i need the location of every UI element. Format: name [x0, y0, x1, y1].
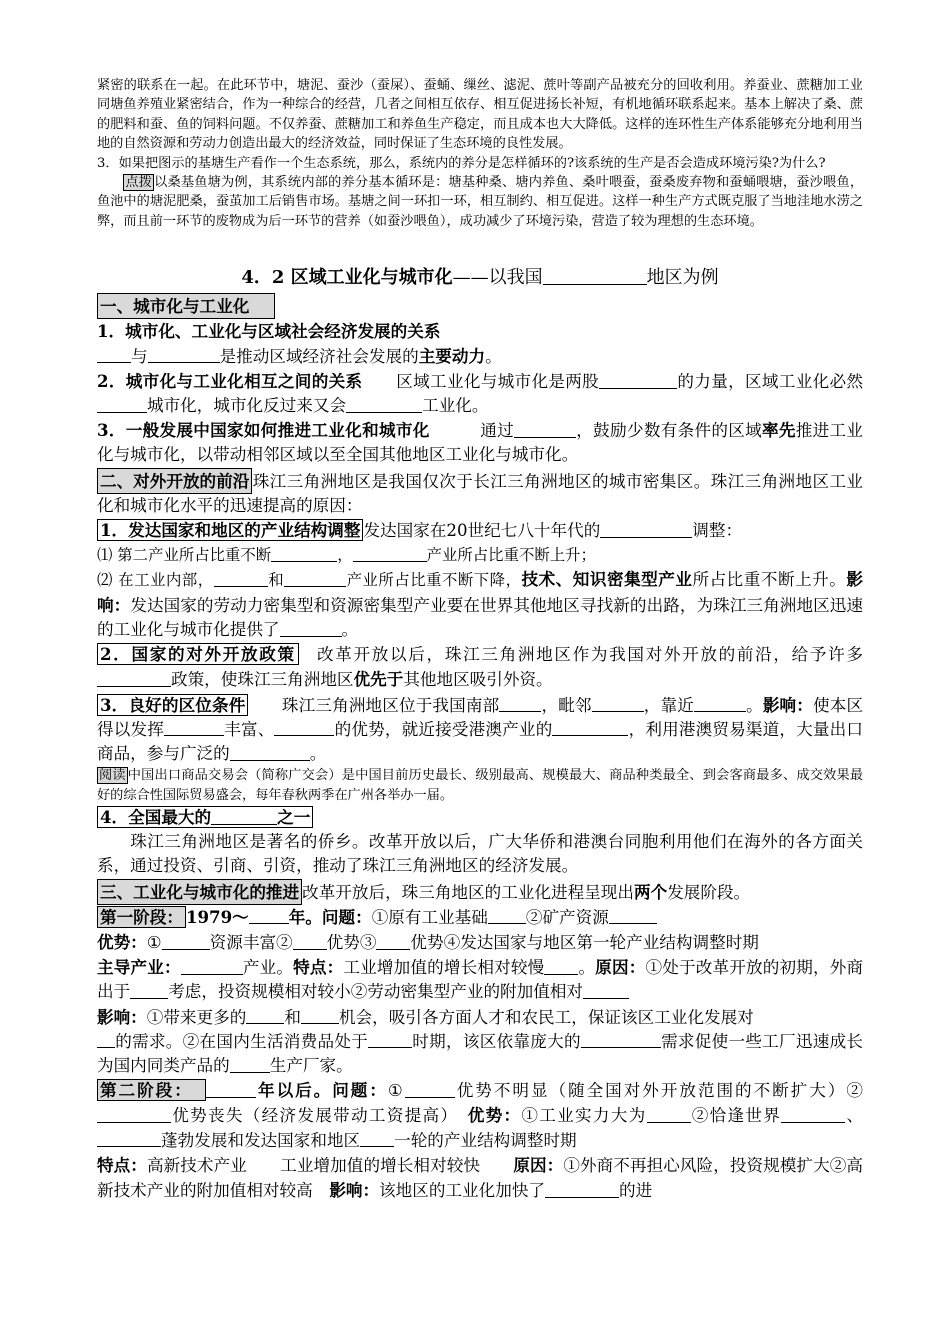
hint-text: 以桑基鱼塘为例，其系统内部的养分基本循环是：塘基种桑、塘内养鱼、桑叶喂蚕，蚕桑废弃物和蚕蛹喂塘，蚕沙喂鱼，鱼池中的塘泥肥桑，蚕茧加工后销售市场。基塘之间一环扣一环，相互制约、相互促进。这样一种生产方式既克服了当地洼地水涝之弊，而且前一环节的废物成为后一环节的营养（如蚕沙喂鱼），成功减少了环境污染，营造了较为理想的生态环境。 [97, 175, 864, 229]
text: 珠江三角洲地区位于我国南部 [281, 695, 500, 715]
blank [592, 695, 644, 713]
text: 第二阶段： [100, 1080, 185, 1101]
blank [148, 346, 220, 364]
factor-2-title: 2．国家的对外开放政策 [97, 643, 299, 665]
text-bold: 特点： [97, 1154, 147, 1175]
blank [301, 1007, 339, 1025]
section-2-header: 二、对外开放的前沿 [97, 468, 252, 494]
text: 之一 [277, 806, 311, 827]
text: 的进 [619, 1180, 653, 1200]
text: 该地区的工业化加快了 [379, 1180, 546, 1200]
text: ，鼓励少数有条件的区域 [576, 421, 763, 441]
s2-intro [97, 468, 863, 518]
s3-phase-1-line-3 [97, 955, 863, 1004]
text: 一轮的产业结构调整时期 [394, 1130, 577, 1150]
question-3: 3．如果把图示的基塘生产看作一个生态系统，那么，系统内的养分是怎样循环的?该系统的生产是否会造成环境污染?为什么? [97, 155, 826, 171]
text-bold: 优势： [467, 1105, 522, 1126]
blank [405, 1080, 455, 1098]
text-bold: 主要动力 [418, 345, 486, 366]
s2-factor-4 [97, 805, 863, 830]
document-page [97, 76, 863, 1203]
text: 改革开放以后，珠江三角洲地区作为我国对外开放的前沿，给予许多 [317, 645, 864, 665]
text: 使本区得以发挥 [97, 695, 864, 739]
section-title [97, 265, 863, 291]
title-rest-before: ——以我国 [452, 267, 543, 289]
blank [600, 520, 692, 538]
blank [781, 1105, 845, 1123]
text: 产业所占比重不断上升； [426, 546, 596, 565]
blank [130, 981, 168, 999]
text: 考虑，投资规模相对较小②劳动密集型产业的附加值相对 [168, 982, 584, 1002]
hint-tag: 点拨 [125, 175, 153, 191]
text: ① [387, 1081, 405, 1101]
blank [543, 266, 647, 285]
text-bold: 技术、知识密集型产业 [521, 569, 693, 590]
text: 。 [578, 958, 596, 978]
text: ①原有工业基础 [371, 907, 488, 927]
blank [181, 957, 243, 975]
text: 的需求。②在国内生活消费品处于 [115, 1031, 369, 1051]
text: 产业。 [242, 958, 294, 978]
blank [280, 619, 342, 637]
text: ，利用港澳贸易渠道，大量出口商品，参与广泛的 [97, 719, 864, 763]
text: 优势丧失（经济发展带动工资提高） [171, 1106, 450, 1126]
text: 高新技术产业 工业增加值的增长相对较快 [146, 1155, 481, 1175]
blank [97, 669, 171, 687]
s3-intro [97, 879, 863, 905]
text: 产业所占比重不断下降， [346, 571, 522, 590]
text-bold: 原因： [513, 1154, 564, 1175]
blank [211, 807, 277, 825]
text: ，靠近 [643, 695, 694, 715]
text-bold: 影响： [97, 1006, 147, 1027]
blank [293, 932, 327, 950]
text: 其他地区吸引外资。 [403, 670, 553, 690]
text-bold: 影响： [97, 569, 863, 615]
blank [581, 1031, 661, 1049]
section-3 [97, 879, 863, 1204]
text: 城市化，城市化反过来又会 [147, 396, 347, 416]
text: 。 [485, 346, 502, 366]
main-content [97, 293, 863, 1203]
text-bold: 优势： [97, 931, 147, 952]
text: ①带来更多的 [146, 1007, 247, 1027]
text-bold: 年以后。问题： [256, 1080, 388, 1101]
blank [346, 395, 422, 413]
blank [552, 719, 628, 737]
blank [97, 1105, 171, 1123]
s1-heading-2: 2．城市化与工业化相互之间的关系 [97, 370, 363, 391]
blank [499, 695, 541, 713]
text: ①工业实力大为 [521, 1106, 647, 1126]
text: 和 [284, 1007, 301, 1027]
blank [97, 1031, 115, 1049]
blank [274, 719, 334, 737]
section-1 [97, 293, 863, 467]
text-bold: 1979～ [185, 906, 249, 927]
text: 调整： [692, 521, 743, 541]
blank [609, 907, 657, 925]
text: 和 [267, 571, 285, 590]
blank [514, 420, 576, 438]
text: ①外商不再担心风险，投资规模扩大②高新技术产业的附加值相对较高 [97, 1155, 864, 1200]
blank [599, 371, 677, 389]
blank [368, 1031, 412, 1049]
blank [360, 1130, 394, 1148]
text: 通过 [480, 421, 515, 441]
text: 是推动区域经济社会发展的 [219, 346, 419, 366]
text: 与 [131, 346, 148, 366]
blank [249, 907, 289, 925]
text-bold: 原因： [595, 957, 646, 978]
s3-phase-1-line-1 [97, 905, 863, 930]
text: 。 [745, 695, 763, 715]
s3-phase-2-line-1 [97, 1078, 863, 1153]
title-rest-after: 地区为例 [646, 267, 719, 289]
text: 蓬勃发展和发达国家和地区 [161, 1130, 361, 1150]
blank [353, 545, 427, 561]
s2-factor-1-line-2 [97, 567, 863, 642]
text-bold: 影响： [762, 694, 813, 715]
text: ① [146, 932, 162, 952]
s1-heading-3: 3．一般发展中国家如何推进工业化和城市化 [97, 420, 430, 441]
blank [376, 932, 410, 950]
blank [230, 743, 310, 761]
text: 发达国家在20世纪七八十年代的 [363, 521, 601, 541]
text: 。 [309, 743, 327, 763]
text: 政策，使珠江三角洲地区 [171, 670, 354, 690]
text: 区域工业化与城市化是两股 [396, 371, 600, 391]
blank [206, 1080, 256, 1098]
text: 优势不明显（随全国对外开放范围的不断扩大）② [454, 1081, 863, 1101]
text: 、 [845, 1106, 864, 1126]
factor-3-title: 3．良好的区位条件 [97, 694, 248, 716]
s3-phase-1-line-4 [97, 1005, 863, 1030]
text: ， [337, 546, 353, 565]
text: 改革开放后，珠三角地区的工业化进程呈现出 [302, 882, 634, 902]
text: 的优势，就近接受港澳产业的 [334, 719, 553, 739]
s2-factor-1-line-1 [97, 543, 863, 567]
text: 生产厂家。 [269, 1055, 353, 1075]
text: ⑵ 在工业内部， [97, 571, 214, 590]
text: 资源丰富② [209, 932, 293, 952]
text-bold: 两个 [634, 881, 668, 902]
text-bold: 优先于 [353, 669, 404, 690]
text: ，毗邻 [541, 695, 592, 715]
text-bold: 年。问题： [288, 906, 372, 927]
text: ②矿产资源 [525, 907, 609, 927]
blank [97, 1130, 161, 1148]
s2-factor-2 [97, 642, 863, 692]
text: 4．全国最大的 [100, 806, 212, 827]
s3-phase-1-line-5 [97, 1030, 863, 1078]
text: 。 [341, 619, 359, 639]
blank [246, 1007, 284, 1025]
text: 机会，吸引各方面人才和农民工，保证该区工业化发展对 [338, 1007, 754, 1027]
s2-factor-1 [97, 518, 863, 543]
text: ⑴ 第二产业所占比重不断 [97, 546, 272, 565]
blank [583, 981, 629, 999]
text: 丰富、 [224, 719, 275, 739]
text: 发达国家的劳动力密集型和资源密集型产业要在世界其他地区寻找新的出路，为珠江三角洲地区迅速的工业化与城市化提供了 [97, 595, 864, 639]
s1-line-1 [97, 344, 863, 369]
title-main: 4．2 区域工业化与城市化 [241, 267, 453, 289]
text: 优势③ [326, 932, 377, 952]
intro-paragraph: 紧密的联系在一起。在此环节中，塘泥、蚕沙（蚕屎）、蚕蛹、缫丝、滤泥、蔗叶等副产品被充分的回收利用。养蚕业、蔗糖加工业同塘鱼养殖业紧密结合，作为一种综合的经营，几者之间相互依存、相互促进扬长补短，有机地循环联系起来。基本上解决了桑、蔗的肥料和蚕、鱼的饲料问题。不仅养蚕、蔗糖加工和养鱼生产稳定，而且成本也大大降低。这样的连环性生产体系能够充分地利用当地的自然资源和劳动力创造出最大的经济效益，同时保证了生态环境的良性发展。 [97, 78, 863, 152]
hint-paragraph [97, 173, 863, 231]
blank [544, 957, 578, 975]
text-bold: 影响： [329, 1179, 380, 1200]
text: ①处于改革开放的初期，外商出于 [97, 958, 864, 1002]
text-bold: 率先 [762, 420, 796, 441]
s1-heading-1: 1．城市化、工业化与区域社会经济发展的关系 [97, 321, 441, 342]
s1-line-3 [97, 418, 863, 467]
blank [230, 1055, 270, 1073]
section-3-header: 三、工业化与城市化的推进 [97, 879, 302, 905]
section-1-header: 一、城市化与工业化 [97, 293, 275, 319]
blank [214, 570, 268, 588]
s3-phase-2-line-2 [97, 1153, 863, 1203]
blank [284, 570, 346, 588]
text: 发展阶段。 [667, 882, 751, 902]
blank [488, 907, 526, 925]
text-bold: 特点： [293, 957, 344, 978]
blank [647, 1105, 691, 1123]
text: 珠江三角洲地区是我国仅次于长江三角洲地区的城市密集区。珠江三角洲地区工业化和城市化水平的迅速提高的原因： [97, 471, 863, 515]
reading-tag: 阅读 [99, 768, 126, 784]
phase-2-label [97, 1079, 206, 1101]
s2-factor-3 [97, 693, 863, 767]
text: ②恰逢世界 [690, 1106, 782, 1126]
text: 优势④发达国家与地区第一轮产业结构调整时期 [410, 932, 759, 952]
s1-line-2 [97, 369, 863, 418]
blank [545, 1180, 619, 1198]
blank [164, 719, 224, 737]
section-2 [97, 468, 863, 879]
text: 时期，该区依靠庞大的 [412, 1031, 581, 1051]
intro-section [97, 76, 863, 231]
reading-text: 中国出口商品交易会（简称广交会）是中国目前历史最长、级别最高、规模最大、商品种类最全、到会客商最多、成交效果最好的综合性国际贸易盛会，每年春秋两季在广州各举办一届。 [97, 768, 864, 803]
text: 需求促使一些工厂迅速成长为国内同类产品的 [97, 1031, 864, 1075]
text: 所占比重不断上升。 [692, 570, 847, 590]
blank [162, 932, 210, 950]
factor-1-title: 1．发达国家和地区的产业结构调整 [97, 519, 363, 541]
text: 推进工业化与城市化，以带动相邻区域以至全国其他地区工业化与城市化。 [97, 421, 864, 465]
s2-reading [97, 766, 863, 805]
factor-4-title [97, 806, 313, 828]
s3-phase-1-line-2 [97, 930, 863, 955]
text: 工业化。 [422, 396, 489, 416]
text-bold: 主导产业： [97, 957, 181, 978]
s2-factor-4-text: 珠江三角洲地区是著名的侨乡。改革开放以后，广大华侨和港澳台同胞利用他们在海外的各方面关系，通过投资、引商、引资，推动了珠江三角洲地区的经济发展。 [97, 832, 863, 876]
blank [97, 346, 131, 364]
text: 的力量，区域工业化必然 [677, 371, 864, 391]
blank [694, 695, 746, 713]
text: 工业增加值的增长相对较慢 [343, 958, 545, 978]
phase-1-label: 第一阶段： [97, 906, 186, 928]
blank [97, 395, 147, 413]
blank [271, 545, 337, 561]
